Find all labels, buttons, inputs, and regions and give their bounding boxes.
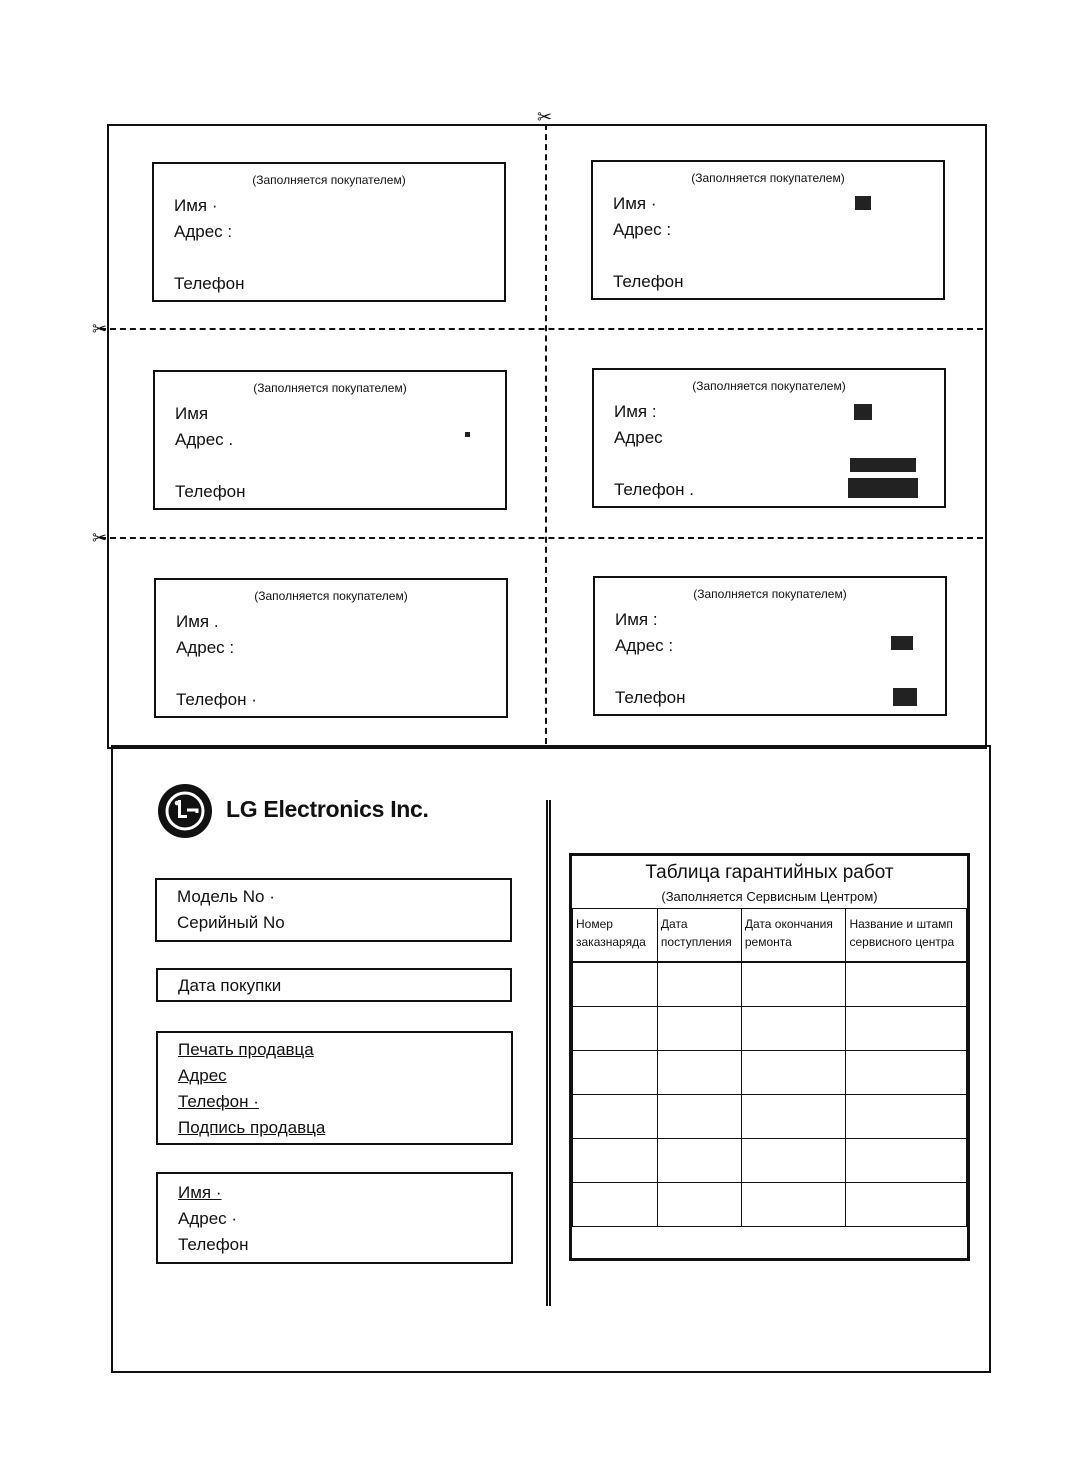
scissors-icon: ✂ (92, 528, 108, 548)
purchase-date-box (156, 968, 512, 1002)
card-phone-label: Телефон (613, 272, 684, 291)
card-phone-label: Телефон (175, 482, 246, 501)
scan-noise (848, 478, 918, 498)
vertical-cut-line (545, 124, 547, 744)
horizontal-cut-line-2 (100, 537, 983, 539)
purchase-date-label: Дата покупки (178, 976, 282, 995)
seller-address-label: Адрес (178, 1066, 227, 1085)
customer-coupon-card (152, 162, 506, 302)
warranty-grid (572, 908, 967, 1227)
card-name-label: Имя . (176, 612, 219, 631)
card-header: (Заполняется покупателем) (691, 171, 845, 185)
table-header-row (573, 909, 967, 963)
warranty-works-table (569, 853, 970, 1261)
scan-noise (854, 404, 872, 420)
section-divider (546, 800, 551, 1306)
customer-coupon-card (591, 160, 945, 300)
card-header: (Заполняется покупателем) (692, 379, 846, 393)
table-row (573, 962, 967, 1007)
card-address-label: Адрес : (615, 636, 674, 655)
card-header: (Заполняется покупателем) (254, 589, 408, 603)
model-label: Модель No · (177, 887, 275, 906)
customer-coupon-card (592, 368, 946, 508)
table-row (573, 1051, 967, 1095)
horizontal-cut-line-1 (100, 328, 983, 330)
card-name-label: Имя · (613, 194, 657, 213)
column-header: Название и штамп сервисного центра (846, 909, 967, 963)
column-header: Номер заказнаряда (573, 909, 658, 963)
card-phone-label: Телефон · (176, 690, 257, 709)
seller-info-box (156, 1031, 513, 1145)
card-name-label: Имя : (615, 610, 658, 629)
card-name-label: Имя (175, 404, 209, 423)
table-row (573, 1095, 967, 1139)
customer-phone-label: Телефон (178, 1235, 249, 1254)
product-info-box (155, 878, 512, 942)
card-header: (Заполняется покупателем) (253, 381, 407, 395)
company-name: LG Electronics Inc. (226, 796, 429, 822)
card-phone-label: Телефон (174, 274, 245, 293)
customer-coupon-card (593, 576, 947, 716)
table-title: Таблица гарантийных работ (645, 862, 894, 883)
scissors-icon: ✂ (537, 107, 553, 127)
table-row (573, 1139, 967, 1183)
card-address-label: Адрес : (174, 222, 233, 241)
seller-phone-label: Телефон · (178, 1092, 259, 1111)
customer-name-label: Имя · (178, 1183, 222, 1202)
card-address-label: Адрес (614, 428, 663, 447)
seller-stamp-label: Печать продавца (178, 1040, 314, 1059)
column-header: Дата поступления (657, 909, 741, 963)
table-subtitle: (Заполняется Сервисным Центром) (661, 889, 878, 904)
card-address-label: Адрес . (175, 430, 234, 449)
customer-coupon-card (153, 370, 507, 510)
table-row (573, 1007, 967, 1051)
scan-noise (855, 196, 871, 210)
scan-noise (893, 688, 917, 706)
customer-info-box (156, 1172, 513, 1264)
lg-logo-icon (157, 783, 213, 839)
card-name-label: Имя : (614, 402, 657, 421)
card-phone-label: Телефон (615, 688, 686, 707)
customer-coupon-card (154, 578, 508, 718)
scan-noise (465, 432, 470, 437)
scissors-icon: ✂ (92, 319, 108, 339)
card-name-label: Имя · (174, 196, 218, 215)
seller-signature-label: Подпись продавца (178, 1118, 326, 1137)
card-header: (Заполняется покупателем) (252, 173, 406, 187)
scan-noise (891, 636, 913, 650)
serial-label: Серийный No (177, 913, 285, 932)
table-row (573, 1183, 967, 1227)
card-phone-label: Телефон . (614, 480, 694, 499)
customer-address-label: Адрес · (178, 1209, 238, 1228)
card-address-label: Адрес : (176, 638, 235, 657)
column-header: Дата окончания ремонта (741, 909, 846, 963)
card-address-label: Адрес : (613, 220, 672, 239)
scan-noise (850, 458, 916, 472)
card-header: (Заполняется покупателем) (693, 587, 847, 601)
